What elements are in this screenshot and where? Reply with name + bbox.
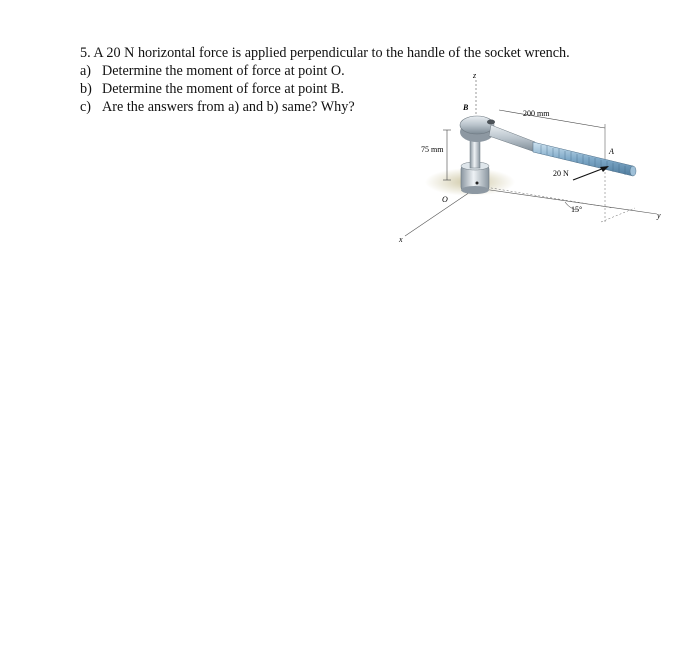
point-b-label: B [463,103,469,112]
wrench-handle [489,125,535,152]
problem-title: 5. A 20 N horizontal force is applied perpendicular to the handle of the socket wrench. [80,45,570,61]
socket-wrench-figure [395,70,675,250]
point-o-label: O [442,195,448,204]
part-c-label: c) [80,99,92,115]
angle-label: 15° [571,205,583,214]
part-a-label: a) [80,63,92,79]
wrench-head-top [460,116,494,134]
axis-z-label: z [473,71,477,80]
socket-bottom [461,186,489,194]
x-axis [405,188,476,236]
axis-x-label: x [399,235,403,244]
ratchet-knob [487,120,495,125]
force-label: 20 N [553,169,569,178]
part-a-text: Determine the moment of force at point O. [102,63,345,79]
axis-y-label: y [657,211,661,220]
point-a-label: A [609,147,614,156]
y-axis [476,188,657,214]
part-b-label: b) [80,81,92,97]
socket-dot [476,182,479,185]
extension-shaft [470,140,480,168]
dim-handle-label: 200 mm [523,109,550,118]
part-b-text: Determine the moment of force at point B. [102,81,344,97]
part-c-text: Are the answers from a) and b) same? Why? [102,99,355,115]
wrench-diagram [395,70,675,250]
handle-end-cap [630,166,636,176]
dim-handle-line [499,110,605,128]
dim-height-label: 75 mm [421,145,444,154]
